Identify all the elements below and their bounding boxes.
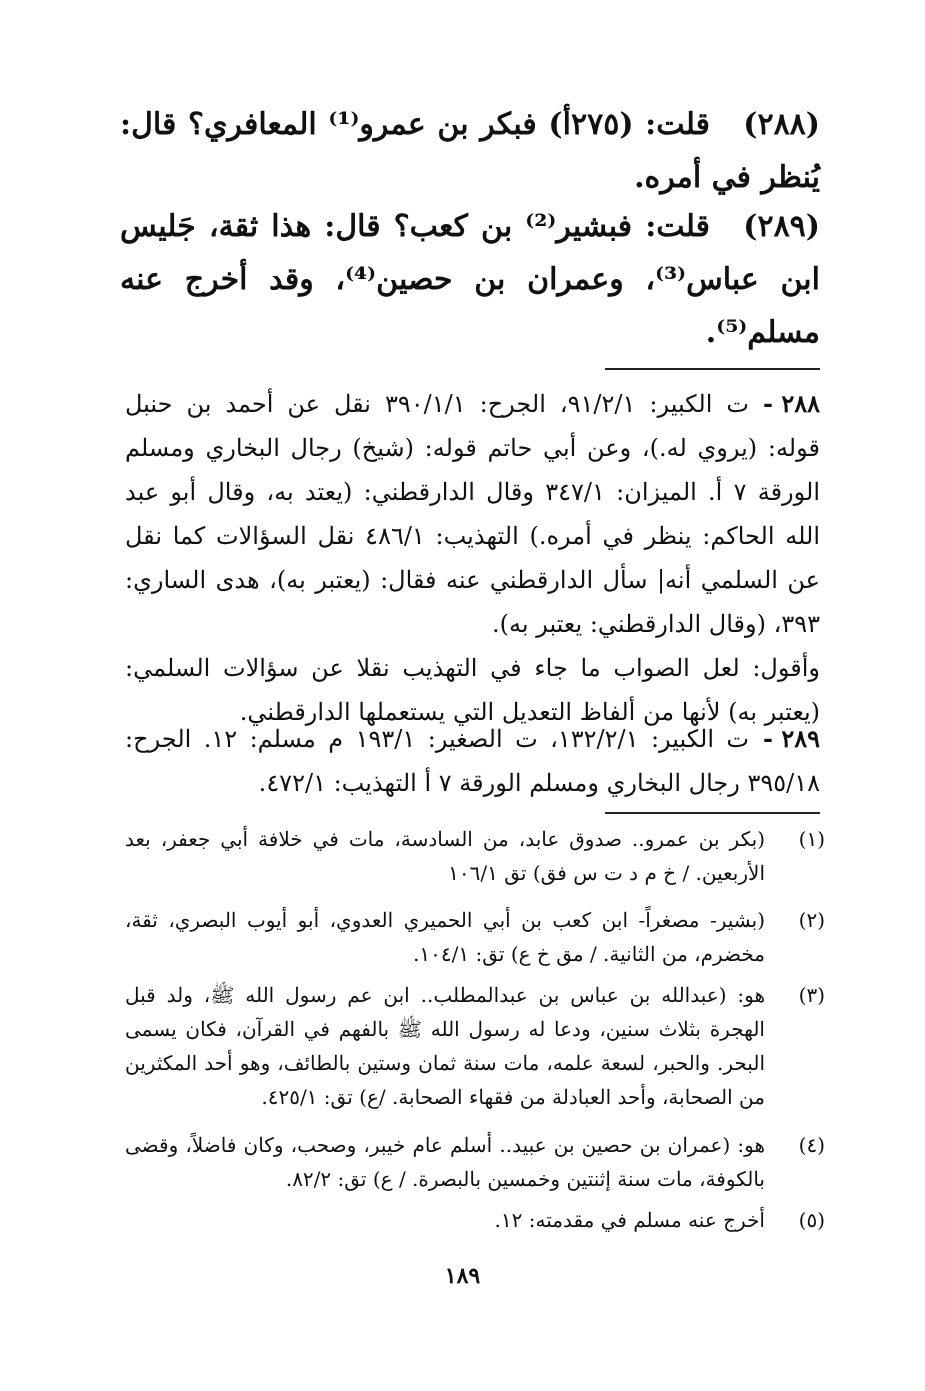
footnote-number: (١): [798, 827, 825, 851]
footnote-number: (٤): [798, 1133, 825, 1157]
takhrij-label: ٢٨٩ -: [763, 724, 820, 753]
footnote-text: هو: (عبدالله بن عباس بن عبدالمطلب.. ابن عم رسول الله ﷺ، ولد قبل الهجرة بثلاث سنين، ودعا له رسول الله ﷺ بالفهم في القرآن، فكان يسمى البحر. والحبر، لسعة علمه، مات سنة ثمان وستين بالطائف، وهو أحد المكثرين من الصحابة، وأحد العبادلة من فقهاء الصحابة. /ع) تق: ٤٢٥/١.: [125, 983, 765, 1109]
page-number: ١٨٩: [444, 1263, 481, 1289]
takhrij-text: ت الكبير: ١٣٢/٢/١، ت الصغير: ١٩٣/١ م مسلم: ١٢. الجرح: ٣٩٥/١٨ رجال البخاري ومسلم الورقة ٧ أ التهذيب: ٤٧٢/١.: [125, 725, 820, 797]
footnote-text: أخرج عنه مسلم في مقدمته: ١٢.: [494, 1208, 765, 1232]
footnote-5: [125, 1203, 825, 1237]
takhrij-label: ٢٨٨ -: [763, 389, 820, 418]
footnote-text: هو: (عمران بن حصين بن عبيد.. أسلم عام خيبر، وصحب، وكان فاضلاً، وقضى بالكوفة، مات سنة إثنتين وخمسين بالبصرة. / ع) تق: ٨٢/٢.: [125, 1133, 765, 1191]
takhrij-288: [125, 382, 820, 734]
takhrij-text: ت الكبير: ٩١/٢/١، الجرح: ٣٩٠/١/١ نقل عن أحمد بن حنبل قوله: (يروي له.)، وعن أبي حاتم قوله: (شيخ) رجال البخاري ومسلم الورقة ٧ أ. الميزان: ٣٤٧/١ وقال الدارقطني: (يعتد به، وقال أبو عبد الله الحاكم: ينظر في أمره.) التهذيب: ٤٨٦/١ نقل السؤالات كما نقل عن السلمي أنه| سأل الدارقطني عنه فقال: (يعتبر به)، هدى الساري: ٣٩٣، (وقال الدارقطني: يعتبر به).: [125, 390, 821, 638]
footnote-1: [125, 822, 825, 890]
entry-number: (٢٨٨): [743, 107, 820, 142]
takhrij-note: وأقول: لعل الصواب ما جاء في التهذيب نقلا عن سؤالات السلمي: (يعتبر به) لأنها من ألفاظ التعديل التي يستعملها الدارقطني.: [125, 654, 820, 726]
footnote-number: (٢): [798, 908, 825, 932]
separator-rule: [605, 368, 820, 370]
footnote-2: [125, 903, 825, 971]
entry-text: قلت: (٢٧٥أ) فبكر بن عمرو⁽¹⁾ المعافري؟ قال: يُنظر في أمره.: [120, 107, 820, 195]
entry-text: قلت: فبشير⁽²⁾ بن كعب؟ قال: هذا ثقة، جَليس ابن عباس⁽³⁾، وعمران بن حصين⁽⁴⁾، وقد أخرج عنه مسلم⁽⁵⁾.: [120, 209, 820, 350]
separator-rule: [605, 812, 820, 814]
main-entry-289: [120, 200, 820, 359]
main-entry-288: [120, 98, 820, 204]
footnote-3: [125, 978, 825, 1114]
takhrij-289: [125, 717, 820, 805]
entry-number: (٢٨٩): [743, 209, 820, 244]
footnote-text: (بشير- مصغراً- ابن كعب بن أبي الحميري العدوي، أبو أيوب البصري، ثقة، مخضرم، من الثانية. / مق خ ع) تق: ١٠٤/١.: [125, 908, 765, 966]
footnote-4: [125, 1128, 825, 1196]
footnote-text: (بكر بن عمرو.. صدوق عابد، من السادسة، مات في خلافة أبي جعفر، بعد الأربعين. / خ م د ت س فق) تق ١٠٦/١: [125, 827, 765, 885]
footnote-number: (٥): [798, 1208, 825, 1232]
footnote-number: (٣): [798, 983, 825, 1007]
